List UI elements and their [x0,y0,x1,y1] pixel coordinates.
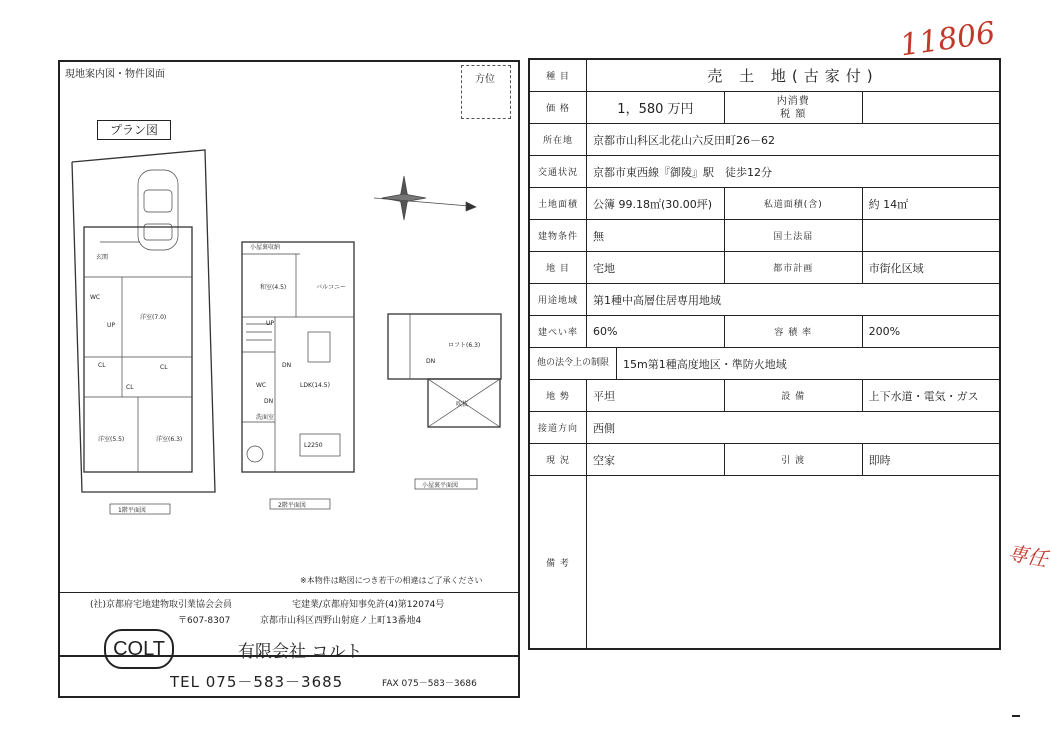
handover-value: 即時 [862,444,1000,476]
row-road-direction [529,412,1000,444]
row-land-category [529,252,1000,284]
company-logo-text: COLT [113,638,165,660]
price-label: 価 格 [529,92,587,124]
land-category-value: 宅地 [587,252,725,284]
row-coverage [529,316,1000,348]
other-restrictions-value: 15m第1種高度地区・準防火地域 [623,357,787,371]
far-label: 容 積 率 [724,316,862,348]
current-status-value: 空家 [587,444,725,476]
type-value: 売 土 地(古家付) [587,59,1001,92]
f2-wc: WC [256,382,267,389]
f1-caption: 1階平面図 [118,507,146,514]
company-license: 宅建業/京都府知事免許(4)第12074号 [292,600,445,610]
zoning-value: 第1種中高層住居専用地域 [587,284,1001,316]
company-fax: FAX 075－583－3686 [382,679,477,689]
city-plan-value: 市街化区域 [862,252,1000,284]
company-logo [104,629,174,669]
building-conditions-value: 無 [587,220,725,252]
terrain-value: 平坦 [587,380,725,412]
f2-balcony: バルコニー [316,284,347,291]
company-address: 京都市山科区西野山射庭ノ上町13番地4 [260,616,422,626]
location-value: 京都市山科区北花山六反田町26－62 [587,124,1001,156]
coverage-label: 建ぺい率 [529,316,587,348]
f2-ldk: LDK(14.5) [300,382,330,389]
attic-caption: 小屋裏平面図 [422,482,459,489]
map-panel [58,60,520,657]
land-area-label: 土地面積 [529,188,587,220]
f2-dn2: DN [264,398,274,405]
company-postal: 〒607-8307 [178,616,231,626]
building-conditions-label: 建物条件 [529,220,587,252]
row-type [529,59,1000,92]
current-status-label: 現 況 [529,444,587,476]
handwritten-note: 専任 [1005,540,1050,572]
handover-label: 引 渡 [724,444,862,476]
f1-cl3: CL [126,384,134,391]
price-value: 1，580 万円 [587,92,725,124]
f1-western-c: 洋室(6.3) [156,436,183,443]
f1-cl1: CL [98,362,106,369]
plan-label-text: プラン図 [109,123,158,137]
row-land-area [529,188,1000,220]
f2-caption: 2階平面図 [278,502,306,509]
far-value: 200% [862,316,1000,348]
city-plan-label: 都市計画 [724,252,862,284]
attic-building [388,314,501,379]
direction-label: 方位 [475,74,495,85]
national-land-value [862,220,1000,252]
f2-dn1: DN [282,362,292,369]
transport-label: 交通状況 [529,156,587,188]
row-transport [529,156,1000,188]
remarks-value [587,476,1001,650]
compass-icon [374,176,476,220]
f1-western-a: 洋室(7.0) [140,314,167,321]
map-header-title: 現地案内図・物件図面 [65,69,165,80]
lot-outline [72,150,215,492]
attic-dn: DN [426,358,436,365]
private-road-value: 約 14㎡ [862,188,1000,220]
tax-label: 内消費 税 額 [724,92,862,124]
facilities-label: 設 備 [724,380,862,412]
f1-wc: WC [90,294,101,301]
row-location [529,124,1000,156]
f2-washroom: 洗面室 [256,414,275,421]
type-label: 種 目 [529,59,587,92]
company-footer [58,592,520,698]
property-info-table [528,58,1001,650]
zoning-label: 用途地域 [529,284,587,316]
road-direction-label: 接道方向 [529,412,587,444]
land-area-value: 公簿 99.18㎡(30.00坪) [587,188,725,220]
transport-value: 京都市東西線『御陵』駅 徒歩12分 [587,156,1001,188]
attic-void-label: 吹抜 [456,401,469,408]
disclaimer: ※本物件は略図につき若干の相違はご了承ください [300,576,483,585]
floor2-building [242,242,354,472]
f2-kitchen: L2250 [304,442,323,449]
scan-mark [1012,715,1020,717]
road-direction-value: 西側 [587,412,1001,444]
f2-up: UP [266,320,275,327]
row-building-conditions [529,220,1000,252]
company-association: (社)京都府宅地建物取引業協会会員 [90,600,233,610]
f2-japanese: 和室(4.5) [260,284,287,291]
f1-cl2: CL [160,364,168,371]
terrain-label: 地 勢 [529,380,587,412]
other-restrictions-label: 他の法令上の制限 [530,348,617,379]
company-tel: TEL 075－583－3685 [170,673,344,691]
row-zoning [529,284,1000,316]
land-category-label: 地 目 [529,252,587,284]
row-remarks [529,476,1000,650]
row-terrain [529,380,1000,412]
row-current-status [529,444,1000,476]
row-other-restrictions [529,348,1000,380]
private-road-label: 私道面積(含) [724,188,862,220]
company-name: 有限会社 コルト [238,642,363,662]
attic-loft: ロフト(6.3) [448,342,481,349]
coverage-value: 60% [587,316,725,348]
f1-western-b: 洋室(5.5) [98,436,125,443]
car-icon [138,170,178,250]
national-land-label: 国土法届 [724,220,862,252]
f1-up: UP [107,322,116,329]
tax-value [862,92,1000,124]
f1-entrance: 玄関 [96,254,109,261]
location-label: 所在地 [529,124,587,156]
f2-storage: 小屋裏収納 [250,244,281,251]
row-price [529,92,1000,124]
facilities-value: 上下水道・電気・ガス [862,380,1000,412]
remarks-label: 備 考 [529,476,587,650]
handwritten-ref-number: 11806 [898,15,998,64]
